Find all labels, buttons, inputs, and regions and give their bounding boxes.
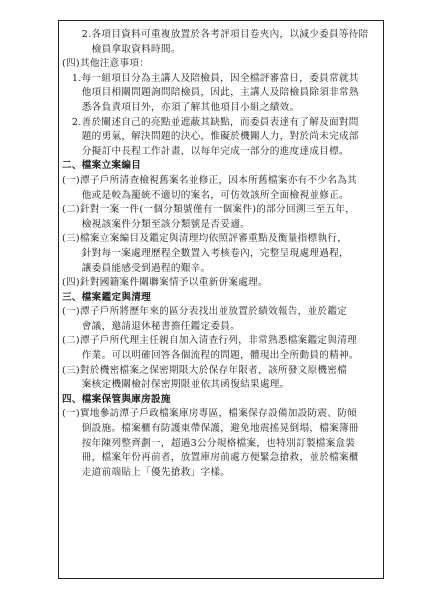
section-heading: 二、檔案立案編目 [62, 160, 142, 172]
text-line: 作業。可以明確回答各個流程的問題，體現出全所動員的精神。 [62, 350, 359, 362]
section-heading: 四、檔案保管與庫房設施 [62, 393, 171, 405]
text-line: (四)針對國籍案件關聯案情予以重新併案處理。 [62, 277, 268, 289]
text-line: (一)實地參訪潭子戶政檔案庫房專區，檔案保存設備加設防震、防傾 [62, 408, 358, 420]
text-line: 讓委員能感受到過程的艱辛。 [62, 262, 211, 274]
text-line: 他項目相關問題詢問陪檢員，因此，主講人及陪檢員除須非常熟 [62, 87, 359, 99]
text-line: 倒設施。檔案櫃有防護東帶保護，避免地震搖晃倒塌，檔案簿冊 [62, 423, 359, 435]
text-line: 1.每一組項目分為主講人及陪檢員，因全檔評審當日，委員常就其 [62, 72, 359, 84]
text-line: 分擬訂中長程工作計畫，以每年完成一部分的進度達成目標。 [62, 145, 349, 157]
text-line: (二)針對一案一件(一個分類號僅有一個案件)的部分回溯三至五年， [62, 204, 356, 216]
text-line: 按年陳列整齊劃一，超過3公分規格檔案，也特別訂製檔案盒裝 [62, 437, 356, 449]
text-line: (四)其他注意事項： [62, 58, 150, 70]
text-line: 針對每一案處理歷程全數置入考核卷內，完整呈現處理過程， [62, 247, 349, 259]
text-line: 檢視該案件分類至該分類號是否妥適。 [62, 218, 250, 230]
text-line: 題的勇氣，解決問題的決心，惟礙於機關人力，對於尚未完成部 [62, 131, 359, 143]
text-line: 他或是較為籠統不適切的案名，可仿效該所全面檢視並修正。 [62, 189, 349, 201]
text-line: (三)對於機密檔案之保密期限大於保存年限者，該所發文原機密檔 [62, 364, 348, 376]
text-line: (一)潭子戶所清查檢視舊案名並修正，因本所舊檔案亦有不少名為其 [62, 174, 358, 186]
document-body [62, 28, 378, 480]
text-line: (一)潭子戶所將歷年來的區分表找出並放置於績效報告，並於鑑定 [62, 306, 348, 318]
text-line: 冊，檔案年份再前者，放置庫房前處方便緊急搶救，並於檔案櫃 [62, 452, 359, 464]
text-line: 2.善於闡述自己的亮點並遮蔽其缺點，而委員表達有了解及面對問 [62, 116, 359, 128]
text-line: 悉各負責項目外，亦須了解其他項目小組之績效。 [62, 101, 300, 113]
section-heading: 三、檔案鑑定與清理 [62, 291, 152, 303]
text-line: 走道前端貼上「優先搶救」字樣。 [62, 466, 231, 478]
text-line: 檢員拿取資料時間。 [62, 43, 181, 55]
text-line: 會議，邀請退休秘書擔任鑑定委員。 [62, 320, 241, 332]
text-line: 2.各項目資料可重複放置於各考評項目卷夾內，以減少委員等待陪 [62, 29, 369, 40]
text-line: (三)檔案立案編目及鑑定與清理均依照評審重點及衡量指標執行， [62, 233, 348, 245]
text-line: 案核定機關檢討保密期限並依其函復結果處理。 [62, 379, 290, 391]
text-line: (二)潭子戶所代理主任親自加入清查行列，非常熟悉檔案鑑定與清理 [62, 335, 358, 347]
